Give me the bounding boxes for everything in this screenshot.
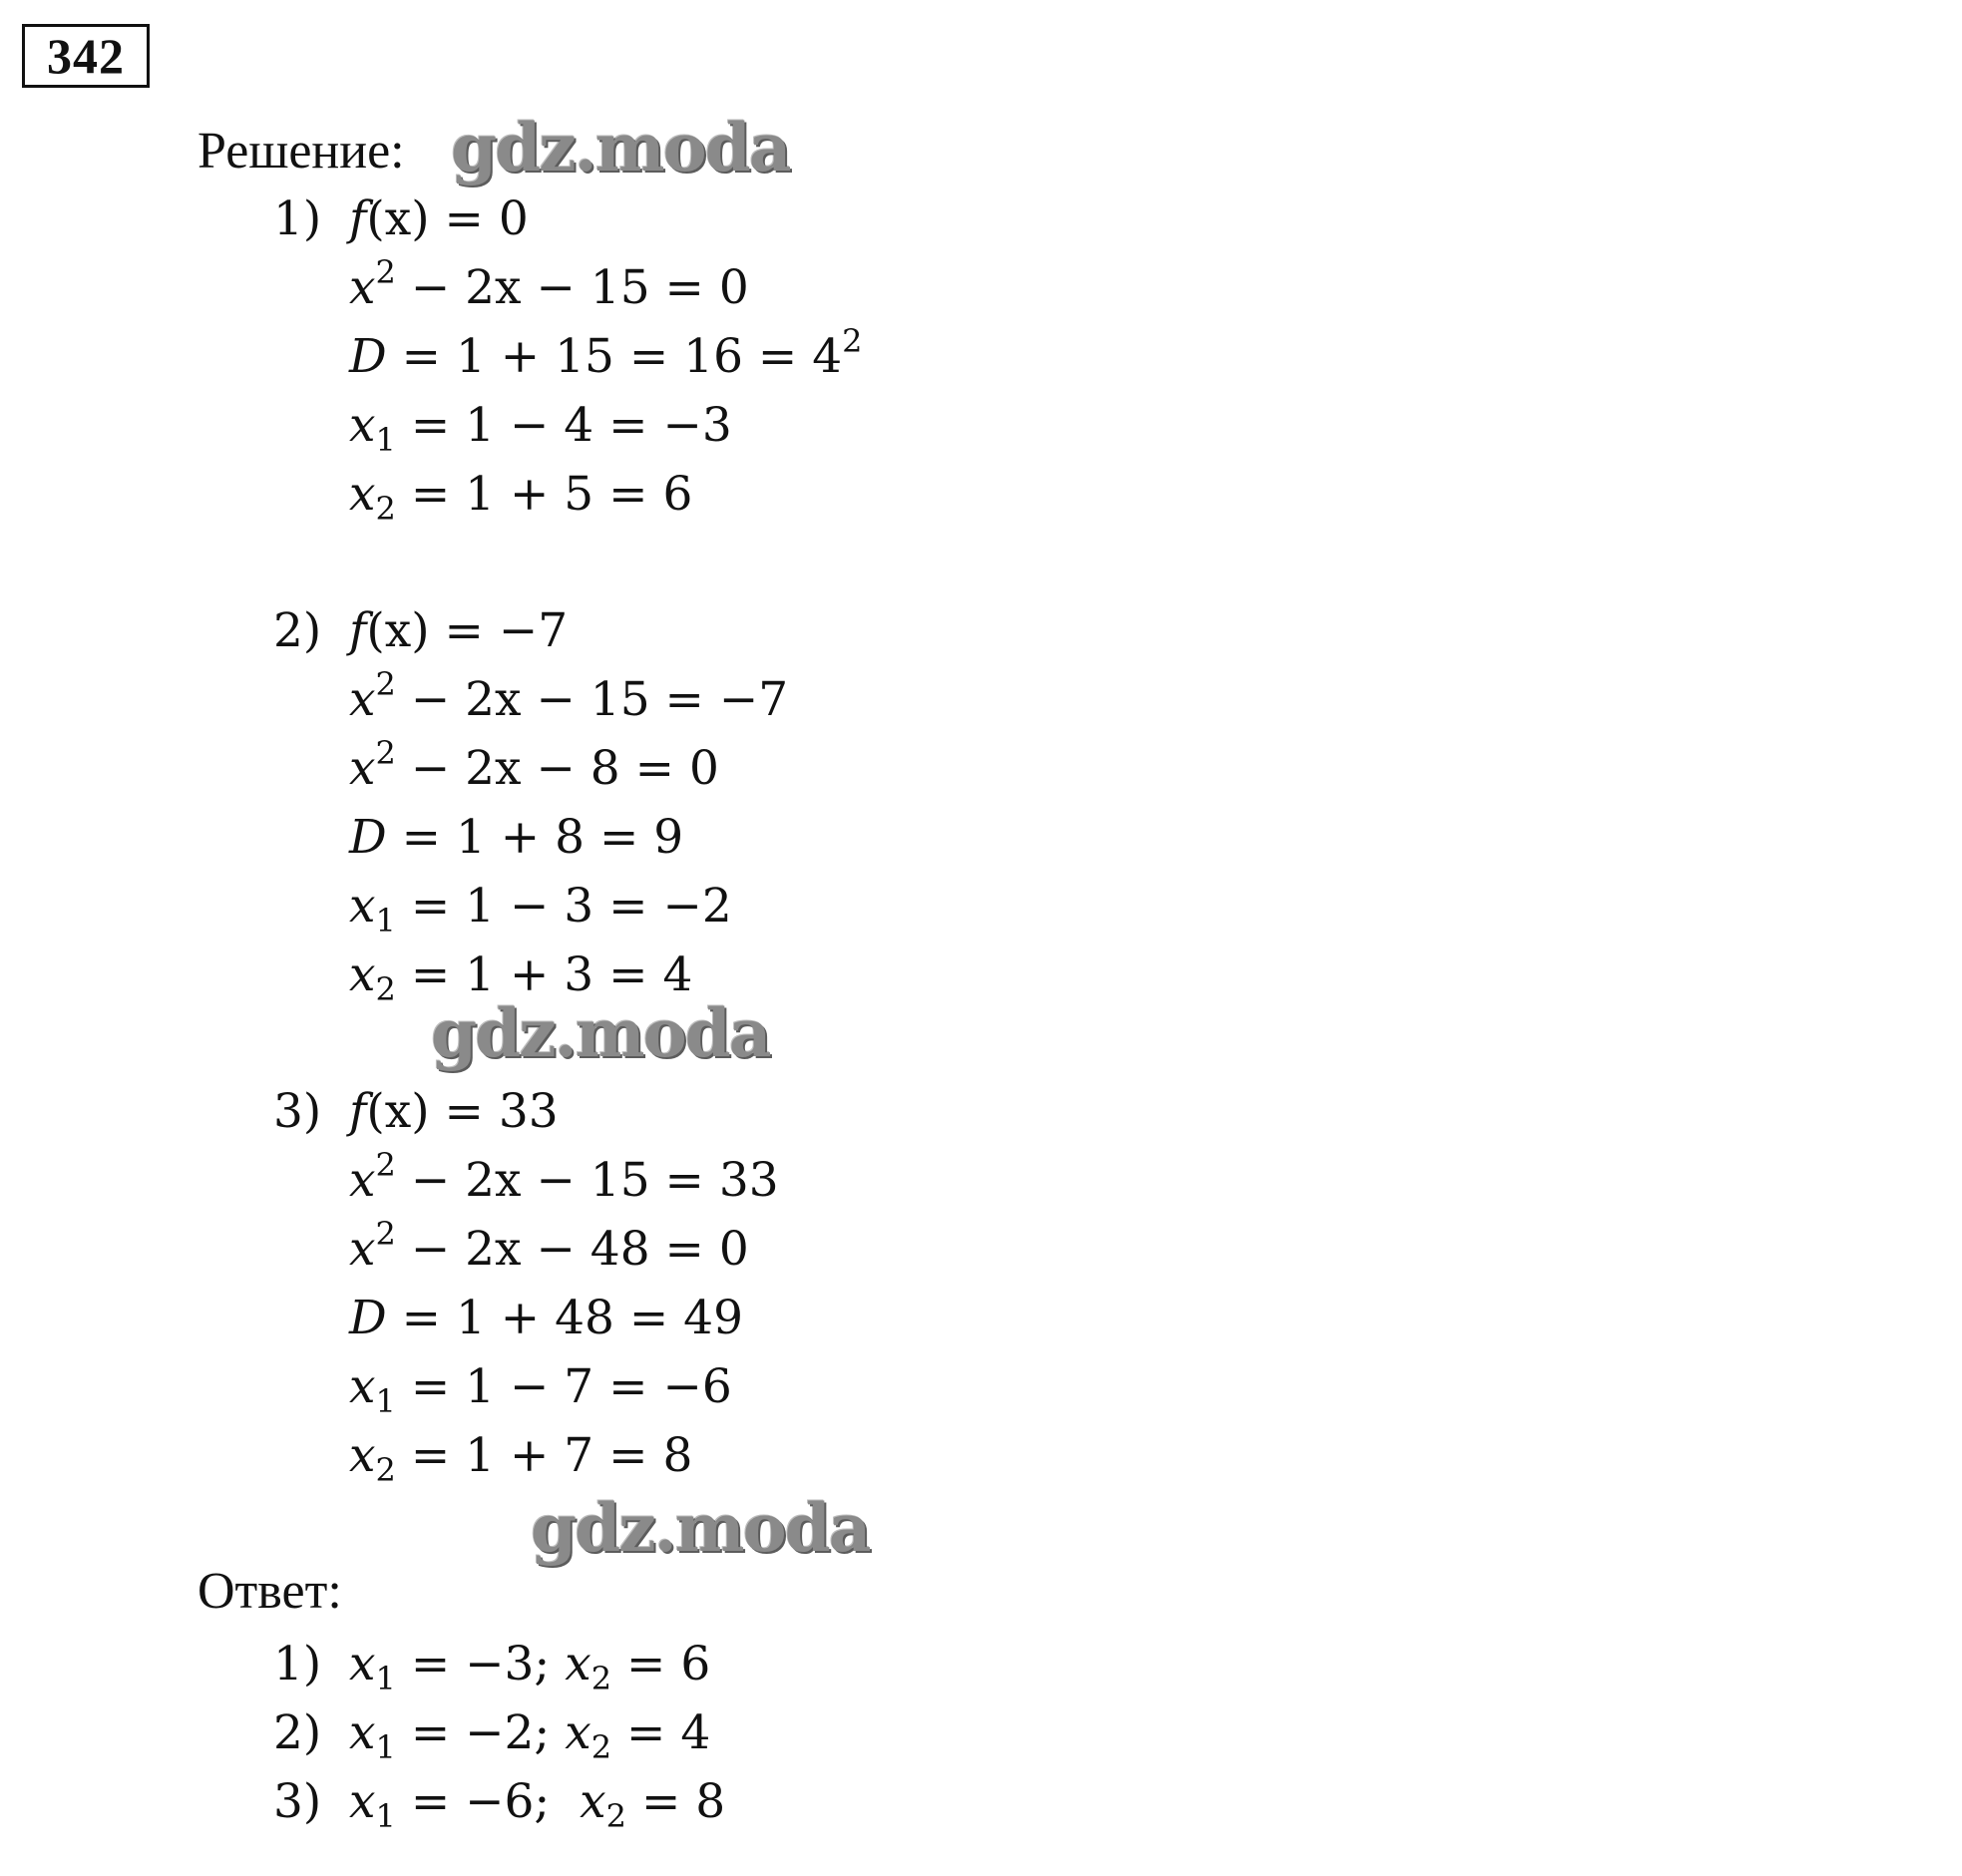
- task-number-box: 342: [22, 24, 150, 88]
- part-1-line-1: f(x) = 0: [349, 191, 529, 246]
- part-1-line-5: $x_2 = 1 + 5 = 6$: [349, 467, 693, 528]
- part-1-line-4: $x_1 = 1 - 4 = -3$: [349, 398, 732, 459]
- part-3-line-4: D = 1 + 48 = 49: [349, 1291, 743, 1345]
- part-3-line-3: $x^2 - 2x - 48 = 0$: [349, 1215, 749, 1277]
- answer-2-line: $x_1 = -2$; $x_2 = 4$: [349, 1705, 711, 1766]
- part-1-marker: 1): [273, 191, 322, 246]
- part-1-line-3: $D = 1 + 15 = 16 = 4^2$: [349, 322, 863, 384]
- watermark-bottom: gdz.moda: [531, 1489, 870, 1567]
- part-2-line-4: D = 1 + 8 = 9: [349, 810, 684, 865]
- answer-label: Ответ:: [197, 1563, 342, 1620]
- part-3-line-5: $x_1 = 1 - 7 = -6$: [349, 1359, 732, 1420]
- part-2-line-6: $x_2 = 1 + 3 = 4$: [349, 947, 693, 1008]
- watermark-top: gdz.moda: [451, 109, 790, 187]
- answer-3-marker: 3): [273, 1774, 322, 1829]
- part-1-line-2: $x^2 - 2x - 15 = 0$: [349, 253, 749, 315]
- part-3-line-6: $x_2 = 1 + 7 = 8$: [349, 1428, 693, 1489]
- part-3-line-1: f(x) = 33: [349, 1084, 559, 1139]
- answer-3-line: $x_1 = -6$; $x_2 = 8$: [349, 1774, 726, 1835]
- answer-2-marker: 2): [273, 1705, 322, 1760]
- answer-1-marker: 1): [273, 1637, 322, 1691]
- part-2-marker: 2): [273, 603, 322, 658]
- part-2-line-1: f(x) = −7: [349, 603, 569, 658]
- part-2-line-2: $x^2 - 2x - 15 = -7$: [349, 665, 789, 727]
- part-2-line-5: $x_1 = 1 - 3 = -2$: [349, 879, 732, 939]
- answer-1-line: $x_1 = -3$; $x_2 = 6$: [349, 1637, 711, 1697]
- part-2-line-3: $x^2 - 2x - 8 = 0$: [349, 734, 719, 796]
- part-3-marker: 3): [273, 1084, 322, 1139]
- watermark-middle: gdz.moda: [431, 994, 770, 1072]
- part-3-line-2: $x^2 - 2x - 15 = 33$: [349, 1146, 779, 1208]
- solution-label: Решение:: [197, 123, 405, 180]
